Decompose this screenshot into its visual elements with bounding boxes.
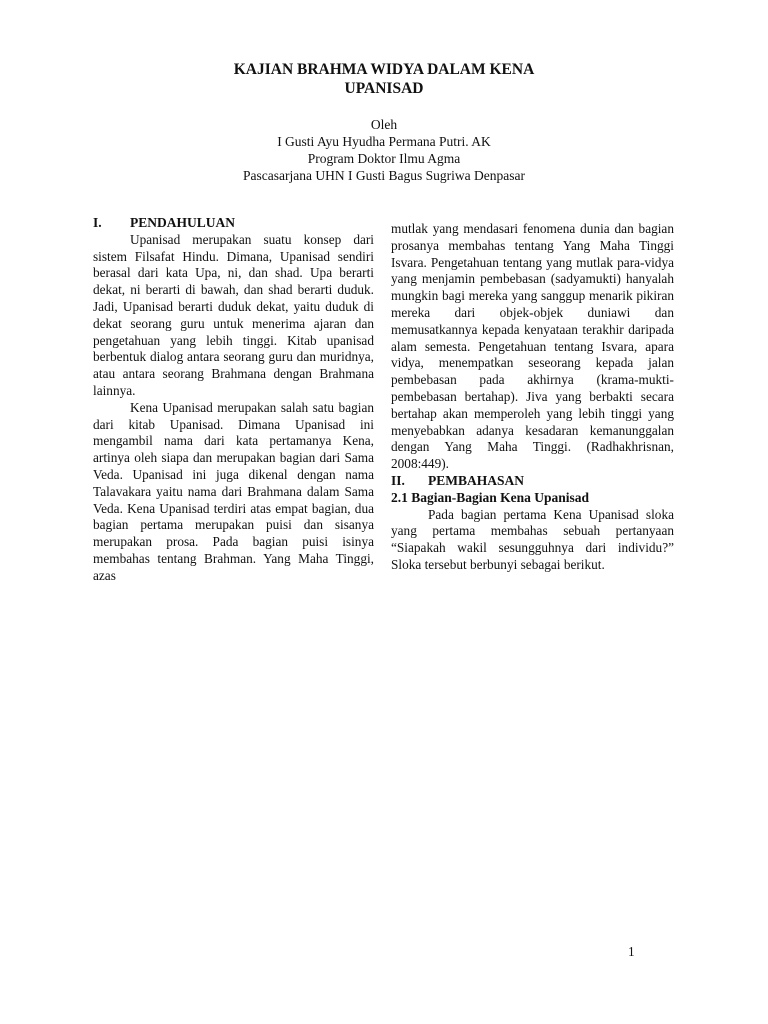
section-1-paragraph-1: Upanisad merupakan suatu konsep dari sistem Filsafat Hindu. Dimana, Upanisad sendiri berasal dari kata Upa, ni, dan shad. Upa berarti dekat, ni berarti di bawah, dan shad berarti duduk. Jadi, Upanisad berarti duduk dekat, yaitu duduk di dekat seorang guru untuk menerima ajaran dan pengetahuan yang lebih tinggi. Kitab upanisad berbentuk dialog antara seorang guru dan muridnya, atau antara seorang Brahmana dengan Brahmana lainnya. bbox=[93, 231, 374, 398]
byline-oleh: Oleh bbox=[370, 117, 398, 132]
section-1-title: PENDAHULUAN bbox=[130, 215, 236, 230]
section-2-paragraph-1: Pada bagian pertama Kena Upanisad sloka yang pertama membahas sebuah pertanyaan “Siapakah wakil sesungguhnya dari individu?” Sloka tersebut berbunyi sebagai berikut. bbox=[391, 506, 674, 572]
section-1-paragraph-2: Kena Upanisad merupakan salah satu bagian dari kitab Upanisad. Dimana Upanisad ini mengambil nama dari kata pertamanya Kena, artinya oleh siapa dan merupakan bagian dari Sama Veda. Upanisad ini juga dikenal dengan nama Talavakara yaitu nama dari Brahmana dalam Sama Veda. Kena Upanisad terdiri atas empat bagian, dua bagian pertama merupakan puisi dan sisanya merupakan prosa. Pada bagian puisi isinya membahas tentang Brahman. Yang Maha Tinggi, azas bbox=[93, 399, 374, 583]
section-2-number: II. bbox=[391, 472, 405, 488]
title-line-1: KAJIAN BRAHMA WIDYA DALAM KENA bbox=[233, 61, 535, 78]
author-institution: Pascasarjana UHN I Gusti Bagus Sugriwa Denpasar bbox=[243, 168, 525, 183]
title-line-2: UPANISAD bbox=[344, 80, 424, 97]
section-2-heading bbox=[391, 473, 674, 490]
section-1-paragraph-3: mutlak yang mendasari fenomena dunia dan bagian prosanya membahas tentang Yang Maha Tinggi Isvara. Pengetahuan tentang yang mutlak para-vidya yang menjamin pembebasan (sadyamukti) hanyalah mungkin bagi mereka yang sanggup menarik pikiran mereka dari objek-objek duniawi dan memusatkannya kepada kenyataan terakhir daripada alam semesta. Pengetahuan tentang Isvara, apara vidya, menempatkan seseorang kepada jalan pembebasan pada akhirnya (krama-mukti-pembebasan bertahap). Jiva yang berbakti secara bertahap akan memperoleh yang lebih tinggi yang menyebabkan adanya kesadaran kemanunggalan dengan Yang Maha Tinggi. (Radhakhrisnan, 2008:449). bbox=[391, 221, 674, 472]
document-title bbox=[0, 60, 768, 98]
author-block bbox=[0, 116, 768, 184]
page-number: 1 bbox=[628, 944, 635, 959]
left-column bbox=[93, 215, 374, 585]
section-2-title: PEMBAHASAN bbox=[428, 472, 525, 488]
section-1-heading bbox=[93, 215, 374, 232]
subsection-2-1-heading: 2.1 Bagian-Bagian Kena Upanisad bbox=[391, 489, 590, 505]
author-program: Program Doktor Ilmu Agma bbox=[307, 151, 461, 166]
author-name: I Gusti Ayu Hyudha Permana Putri. AK bbox=[277, 134, 491, 149]
right-column bbox=[391, 221, 674, 574]
section-1-number: I. bbox=[93, 215, 102, 230]
